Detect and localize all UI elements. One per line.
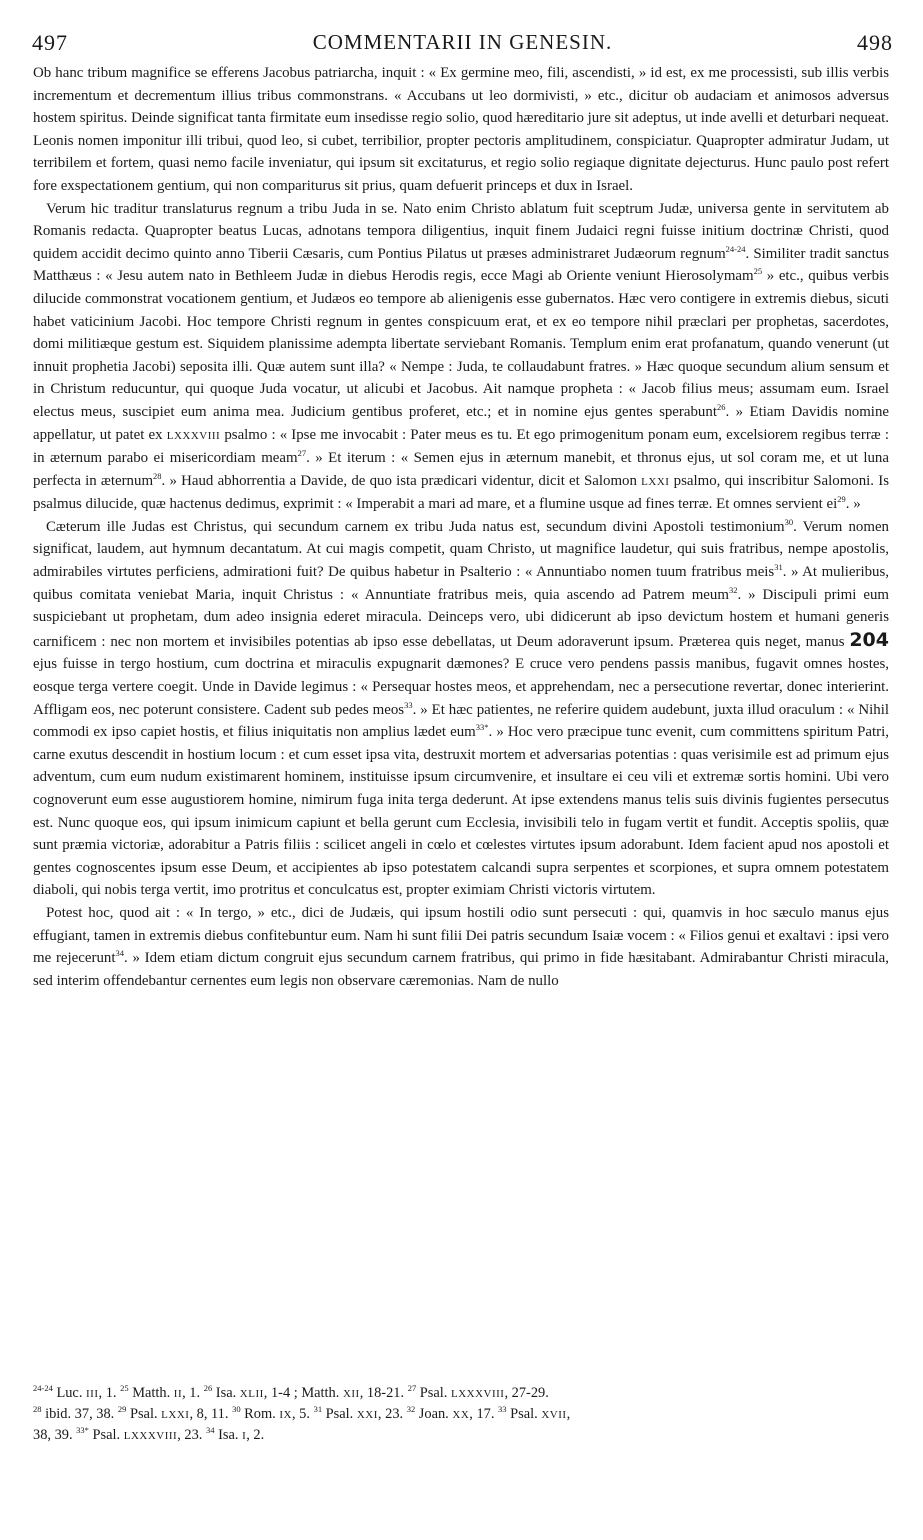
paragraph-text: . » Etiam Davidis nomine appellatur, ut patet ex: [33, 403, 889, 443]
roman-numeral: XLII: [239, 1388, 264, 1400]
roman-numeral: XVII: [541, 1409, 567, 1421]
note-ref: 25: [753, 266, 763, 277]
roman-numeral: LXXI: [161, 1409, 190, 1421]
paragraph-4: [33, 902, 889, 992]
note-ref: 31: [774, 562, 783, 573]
paragraph-text: . » Discipuli primi eum suspiciebant ut prophetam, dum adeo insignia ederet miracula. Deinceps vero, ubi didicerunt ab ipso devictum hostem et humani generis carnificem : nec non mortem et invisibiles potentias ab ipso esse debellatas, ut Deum adoraverunt ipsum. Præterea quis neget, manus: [33, 586, 889, 650]
paragraph-text: . » Idem etiam dictum congruit ejus secundum carnem fratribus, qui primo in fide hæsitabant. Admirabantur Christi miracula, sed interim offendebantur cernentes eum legis non observare cæremonias. Nam de nullo: [33, 950, 889, 989]
note-ref: 30: [784, 516, 794, 527]
roman-numeral: III: [86, 1388, 99, 1400]
note-ref: 27: [297, 448, 307, 459]
paragraph-text: . » Et iterum : « Semen ejus in æternum manebit, et thronus ejus, ut sol coram me, et ut luna perfecta in æternum: [33, 450, 889, 489]
footnotes: [33, 1383, 889, 1446]
note-text: , 8, 11.: [189, 1406, 233, 1422]
paragraph-text: . » At mulieribus, quibus comitata veniebat Maria, inquit Christus : « Annuntiate fratribus meis, quia ascendo ad Patrem meum: [33, 564, 889, 603]
footnote-line-2: [33, 1404, 889, 1425]
paragraph-text: . » Haud abhorrentia a Davide, de quo ista prædicari videntur, dicit et Salomon: [161, 472, 642, 489]
folio-number: 204: [849, 628, 889, 651]
roman-numeral: LXXI: [641, 475, 670, 488]
note-text: , 23.: [377, 1406, 407, 1422]
paragraph-2: [33, 198, 889, 516]
note-ref: 29: [837, 494, 846, 505]
footnote-line-3: [33, 1425, 889, 1446]
paragraph-3: [33, 516, 889, 902]
note-text: Psal.: [322, 1406, 357, 1422]
note-text: Matth.: [128, 1385, 174, 1401]
note-ref: 28: [153, 470, 162, 481]
note-text: Rom.: [240, 1406, 280, 1422]
running-title: COMMENTARII IN GENESIN.: [312, 30, 613, 54]
note-number: 32: [406, 1404, 416, 1414]
note-text: , 1.: [98, 1385, 121, 1401]
paragraph-text: Potest hoc, quod ait : « In tergo, » etc., dici de Judæis, qui ipsum hostili odio sunt persecuti : qui, quamvis in hoc sæculo manus ejus effugiant, tamen in extremis diebus confitebuntur eum. Nam hi sunt filii Dei patris secundum Isaiæ vocem : « Filios genui et exaltavi : ipsi vero me rejecerunt: [33, 904, 889, 967]
roman-numeral: LXXXVIII: [123, 1430, 178, 1442]
note-ref: 33*: [475, 722, 489, 733]
note-text: 38, 39.: [33, 1427, 77, 1443]
note-text: Psal.: [416, 1385, 451, 1401]
note-text: Isa.: [214, 1427, 243, 1443]
paragraph-text: psalmo, qui inscribitur Salomoni. Is psalmus dilucide, quæ hactenus dedimus, exprimit : « Imperabit a mari ad mare, et a flumine usque ad fines terræ. Et omnes servient ei: [33, 472, 889, 513]
roman-numeral: XII: [342, 1388, 360, 1400]
note-number: 33*: [76, 1425, 89, 1435]
note-number: 31: [313, 1404, 323, 1414]
note-text: , 1-4 ; Matth.: [263, 1385, 343, 1401]
note-text: Psal.: [126, 1406, 162, 1422]
running-header: [32, 30, 893, 60]
note-text: ,: [566, 1406, 571, 1422]
note-text: , 18-21.: [359, 1385, 408, 1401]
note-ref: 24-24: [725, 243, 746, 254]
paragraph-text: psalmo : « Ipse me invocabit : Pater meus es tu. Et ego primogenitum ponam eum, excelsiorem regibus terræ : in æternum parabo ei misericordiam meam: [33, 426, 889, 467]
note-number: 24-24: [33, 1383, 53, 1393]
note-number: 30: [232, 1404, 241, 1414]
column-number-right: 498: [857, 30, 893, 55]
note-text: , 1.: [182, 1385, 204, 1401]
main-text: [33, 62, 889, 992]
note-number: 25: [120, 1383, 129, 1393]
note-ref: 33: [404, 699, 413, 710]
roman-numeral: I: [242, 1430, 247, 1442]
paragraph-text: ejus fuisse in tergo hostium, cum doctrina et miraculis expugnarit dæmones? E cruce vero pendens passis manibus, fugavit omnes hostes, eosque terga vertere coegit. Unde in Davide legimus : « Persequar hostes meos, et apprehendam, nec a persecutione revertar, donec interierint. Affligam eos, nec poterunt consistere. Cadent sub pedes meos: [33, 656, 889, 718]
roman-numeral: XX: [452, 1409, 470, 1421]
paragraph-text: . » Et hæc patientes, ne referire quidem audebunt, juxta illud oraculum : « Nihil commodi ex ipso capiet hostis, et filius iniquitatis non amplius lædet eum: [33, 701, 889, 741]
paragraph-text: Cæterum ille Judas est Christus, qui secundum carnem ex tribu Juda natus est, secundum divini Apostoli testimonium: [46, 518, 785, 535]
note-number: 26: [203, 1383, 213, 1393]
paragraph-text: . » Hoc vero præcipue tunc evenit, cum committens spiritum Patri, carne exutus descendit in hostium locum : et cum esset ipsa vita, destruxit mortem et adversarias potentias : quas verisimile est ad primum ejus adventum, cum eum nudum existimarent hominem, instituisse ipsum circumvenire, et insultare ei ceu vili et extremæ sortis homini. Ubi vero cognoverunt eum esse augustiorem homine, nimirum fuga inita terga dederunt. At ipse extendens manus telis suis divinis fugientes persecutus est. Nunc quoque eos, qui ipsum inimicum capiunt et bella gerunt cum Ecclesia, invisibili telo in fugam vertit et fundit. Acceptis spoliis, quæ sunt præmia victoriæ, adorabitur a Patris filiis : scilicet angeli in cœlo et cœlestes virtutes ipsum adorabunt. Idem facient apud nos apostoli et gentes cognoscentes ipsum esse Deum, et accipientes ab ipso potestatem calcandi supra serpentes et scorpiones, et supra omnem potestatem diaboli, qui nobis terga vertit, imo protritus et conculcatus est, propter eximiam Christi victoris virtutem.: [33, 724, 889, 899]
note-text: Luc.: [52, 1385, 87, 1401]
paragraph-text: . Verum nomen significat, laudem, aut hymnum decantatum. At cui magis competit, quam Christo, ut magnifice laudetur, qui suis fratribus, nempe apostolis, admirabiles virtutes perficiens, admirationi fuit? De quibus habetur in Psalterio : « Annuntiabo nomen tuum fratribus meis: [33, 518, 889, 581]
note-number: 27: [407, 1383, 417, 1393]
footnote-line-1: [33, 1383, 889, 1404]
note-number: 33: [498, 1404, 507, 1414]
note-text: , 17.: [469, 1406, 499, 1422]
note-text: ibid. 37, 38.: [41, 1406, 118, 1422]
paragraph-1: [33, 62, 889, 198]
paragraph-text: . »: [845, 496, 861, 513]
note-text: , 2.: [246, 1427, 265, 1443]
note-ref: 32: [728, 584, 738, 595]
note-number: 28: [33, 1404, 42, 1414]
note-text: , 23.: [177, 1427, 206, 1443]
note-text: Isa.: [212, 1385, 240, 1401]
roman-numeral: II: [173, 1388, 183, 1400]
note-ref: 26: [716, 401, 726, 412]
paragraph-text: » etc., quibus verbis dilucide commonstrat vocationem gentium, et Judæos eo tempore ab alienigenis esse gubernatos. Hæc vero contigere in extremis diebus, sicuti habet vaticinium Jacobi. Hoc tempore Christi regnum in gentes conspicuum erat, et ex eo tempore nihil præclari per prophetas, sacerdotes, domi militiæque gestum est. Siquidem planissime adempta libertate serviebant Romanis. Templum enim erat profanatum, quando venerunt (ut innuit prophetia Jacobi) seposita illi. Quæ autem sunt illa? « Nempe : Juda, te collaudabunt fratres. » Hæc quoque secundum alium sensum et in Christum reducuntur, qui quoque Juda vocatur, ut alicubi et Jacobus. Ait namque propheta : « Jacob filius meus; assumam eum. Israel electus meus, suscipiet eum anima mea. Judicium gentibus proferet, etc.; et in nomine ejus gentes sperabunt: [33, 268, 889, 420]
note-text: Joan.: [415, 1406, 453, 1422]
column-number-left: 497: [32, 30, 68, 55]
note-text: , 27-29.: [504, 1385, 549, 1401]
note-text: , 5.: [291, 1406, 314, 1422]
paragraph-text: . Similiter tradit sanctus Matthæus : « Jesu autem nato in Bethleem Judæ in diebus Herodis regis, ecce Magi ab Oriente veniunt Hierosolymam: [33, 245, 889, 285]
roman-numeral: LXXXVIII: [166, 429, 221, 442]
note-text: Psal.: [88, 1427, 124, 1443]
note-number: 29: [117, 1404, 127, 1414]
paragraph-text: Ob hanc tribum magnifice se efferens Jacobus patriarcha, inquit : « Ex germine meo, fili, ascendisti, » id est, ex me processisti, sub illis verbis incrementum et decrementum illius tribus commonstrans. « Accubans ut leo dormivisti, » etc., dicitur ob audaciam et animosos adversus hostem spiritus. Deinde significat tanta firmitate eum insedisse regio solio, quod hæreditario jure sit adeptus, ut inde avelli et deturbari nequeat. Leonis nomen imponitur illi tribui, quod leo, si cubet, terribilior, propter pectoris amplitudinem, conspiciatur. Quapropter admiratur Judam, ut terribilem et fortem, quasi nemo facile inveniatur, qui ipsum sit excitaturus, et regio solio regiaque dignitate dejecturus. Hunc paulo post refert fore exspectationem gentium, qui non compariturus sit prius, quam defuerit princeps et dux in Israel.: [33, 65, 889, 194]
roman-numeral: XXI: [356, 1409, 378, 1421]
note-number: 34: [205, 1425, 215, 1435]
note-ref: 34: [115, 948, 124, 959]
note-text: Psal.: [506, 1406, 542, 1422]
roman-numeral: IX: [279, 1409, 292, 1421]
paragraph-text: Verum hic traditur translaturus regnum a tribu Juda in se. Nato enim Christo ablatum fuit sceptrum Judæ, universa gente in servitutem ab Romanis redacta. Quapropter beatus Lucas, adnotans tempora diligentius, inquit finem Judaici regni fuisse initium doctrinæ Christi, quod quidem accidit decimo quinto anno Tiberii Cæsaris, cum Pontius Pilatus ut præses administraret Judæorum regnum: [33, 200, 889, 262]
roman-numeral: LXXXVIII: [450, 1388, 505, 1400]
